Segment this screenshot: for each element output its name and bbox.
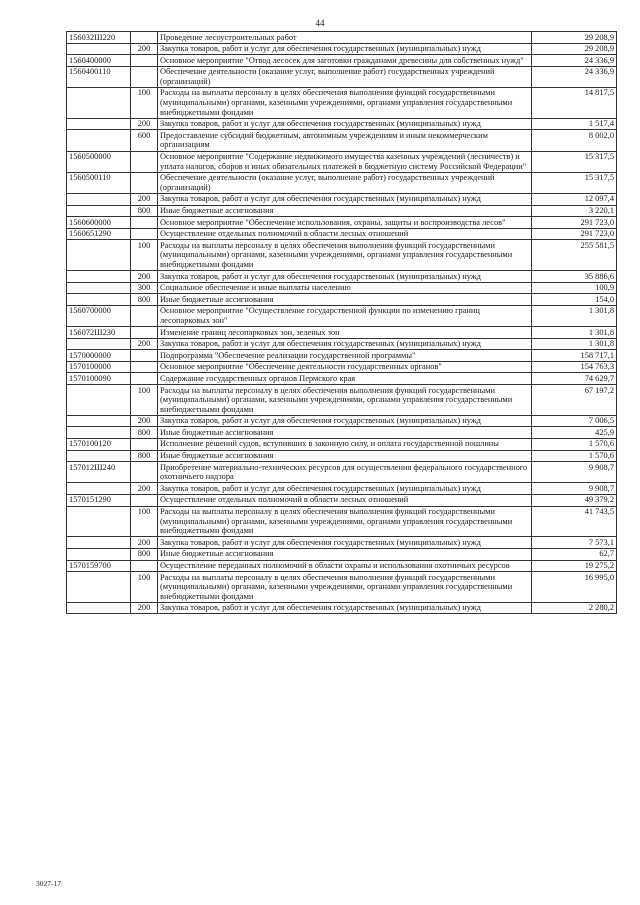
amount: 1 301,8 (532, 327, 617, 339)
expense-type-code: 800 (131, 294, 158, 306)
amount: 3 220,1 (532, 205, 617, 217)
expense-type-code (131, 217, 158, 229)
expense-type-code (131, 32, 158, 44)
table-row (67, 560, 617, 572)
target-article-code: 1560500000 (67, 151, 131, 172)
expense-type-code: 800 (131, 450, 158, 462)
expense-name: Основное мероприятие "Осуществление государственной функции по изменению границ лесопарковых зон" (158, 305, 532, 326)
page-number: 44 (315, 18, 325, 28)
expense-name: Приобретение материально-технических ресурсов для осуществления федерального государственного охотничьего надзора (158, 462, 532, 483)
table-row (67, 483, 617, 495)
expense-type-code: 300 (131, 282, 158, 294)
target-article-code (67, 43, 131, 55)
expense-type-code: 200 (131, 271, 158, 283)
expense-type-code (131, 151, 158, 172)
table-row (67, 282, 617, 294)
expense-name: Основное мероприятие "Обеспечение использования, охраны, защиты и воспроизводства лесов" (158, 217, 532, 229)
target-article-code (67, 130, 131, 151)
expense-type-code: 200 (131, 338, 158, 350)
expense-name: Иные бюджетные ассигнования (158, 450, 532, 462)
expense-name: Иные бюджетные ассигнования (158, 205, 532, 217)
expense-type-code (131, 228, 158, 240)
expense-type-code: 200 (131, 118, 158, 130)
expense-type-code: 100 (131, 506, 158, 537)
target-article-code: 1560400000 (67, 55, 131, 67)
table-row (67, 130, 617, 151)
table-row (67, 373, 617, 385)
amount: 1 517,4 (532, 118, 617, 130)
table-row (67, 271, 617, 283)
target-article-code (67, 427, 131, 439)
target-article-code: 1570100120 (67, 438, 131, 450)
target-article-code (67, 506, 131, 537)
amount: 7 006,5 (532, 415, 617, 427)
expense-type-code (131, 361, 158, 373)
amount: 2 280,2 (532, 602, 617, 614)
amount: 291 723,0 (532, 228, 617, 240)
expense-name: Предоставление субсидий бюджетным, автономным учреждениям и иным некоммерческим организациям (158, 130, 532, 151)
amount: 19 275,2 (532, 560, 617, 572)
amount: 15 317,5 (532, 172, 617, 193)
expense-name: Проведение лесоустроительных работ (158, 32, 532, 44)
amount: 14 817,5 (532, 87, 617, 118)
amount: 100,9 (532, 282, 617, 294)
expense-name: Закупка товаров, работ и услуг для обеспечения государственных (муниципальных) нужд (158, 193, 532, 205)
amount: 62,7 (532, 548, 617, 560)
target-article-code: 1570151290 (67, 494, 131, 506)
table-row (67, 305, 617, 326)
expense-name: Расходы на выплаты персоналу в целях обеспечения выполнения функций государственными (муниципальными) органами, казенными учреждениями, органами управления государственными внебюджетными фондами (158, 240, 532, 271)
table-row (67, 294, 617, 306)
amount: 154 763,3 (532, 361, 617, 373)
table-row (67, 494, 617, 506)
expense-name: Социальное обеспечение и иные выплаты населению (158, 282, 532, 294)
target-article-code (67, 271, 131, 283)
amount: 7 573,1 (532, 537, 617, 549)
table-row (67, 415, 617, 427)
amount: 9 908,7 (532, 483, 617, 495)
table-row (67, 602, 617, 614)
target-article-code: 157012Ш240 (67, 462, 131, 483)
expense-name: Обеспечение деятельности (оказание услуг, выполнение работ) государственных учреждений (организаций) (158, 172, 532, 193)
target-article-code (67, 338, 131, 350)
table-row (67, 32, 617, 44)
target-article-code: 1570100090 (67, 373, 131, 385)
expense-type-code (131, 350, 158, 362)
expense-type-code: 100 (131, 240, 158, 271)
target-article-code: 1570000000 (67, 350, 131, 362)
table-row (67, 537, 617, 549)
target-article-code (67, 537, 131, 549)
amount: 29 208,9 (532, 43, 617, 55)
target-article-code (67, 87, 131, 118)
table-row (67, 205, 617, 217)
target-article-code (67, 240, 131, 271)
table-row (67, 217, 617, 229)
expense-type-code: 100 (131, 572, 158, 603)
budget-table (66, 31, 617, 614)
expense-name: Обеспечение деятельности (оказание услуг, выполнение работ) государственных учреждений (организаций) (158, 66, 532, 87)
target-article-code (67, 450, 131, 462)
table-row (67, 43, 617, 55)
expense-type-code (131, 172, 158, 193)
expense-type-code (131, 560, 158, 572)
table-row (67, 228, 617, 240)
expense-type-code (131, 494, 158, 506)
expense-type-code (131, 327, 158, 339)
expense-name: Иные бюджетные ассигнования (158, 427, 532, 439)
target-article-code (67, 415, 131, 427)
expense-name: Подпрограмма "Обеспечение реализации государственной программы" (158, 350, 532, 362)
table-row (67, 193, 617, 205)
expense-type-code: 200 (131, 537, 158, 549)
expense-name: Основное мероприятие "Отвод лесосек для заготовки гражданами древесины для собственных нужд" (158, 55, 532, 67)
expense-name: Расходы на выплаты персоналу в целях обеспечения выполнения функций государственными (муниципальными) органами, казенными учреждениями, органами управления государственными внебюджетными фондами (158, 87, 532, 118)
table-row (67, 385, 617, 416)
expense-name: Закупка товаров, работ и услуг для обеспечения государственных (муниципальных) нужд (158, 118, 532, 130)
table-row (67, 450, 617, 462)
amount: 158 717,1 (532, 350, 617, 362)
expense-type-code: 100 (131, 87, 158, 118)
target-article-code: 1560700000 (67, 305, 131, 326)
expense-name: Содержание государственных органов Пермского края (158, 373, 532, 385)
table-row (67, 55, 617, 67)
expense-type-code (131, 55, 158, 67)
expense-name: Осуществление отдельных полномочий в области лесных отношений (158, 228, 532, 240)
table-row (67, 338, 617, 350)
table-row (67, 327, 617, 339)
target-article-code (67, 193, 131, 205)
amount: 24 336,9 (532, 66, 617, 87)
expense-type-code (131, 373, 158, 385)
amount: 41 743,5 (532, 506, 617, 537)
amount: 8 002,0 (532, 130, 617, 151)
table-row (67, 462, 617, 483)
target-article-code: 1560600000 (67, 217, 131, 229)
expense-name: Закупка товаров, работ и услуг для обеспечения государственных (муниципальных) нужд (158, 271, 532, 283)
expense-type-code: 200 (131, 193, 158, 205)
expense-type-code (131, 462, 158, 483)
amount: 49 379,2 (532, 494, 617, 506)
amount: 12 097,4 (532, 193, 617, 205)
amount: 1 301,8 (532, 305, 617, 326)
target-article-code (67, 118, 131, 130)
expense-type-code: 800 (131, 548, 158, 560)
table-row (67, 87, 617, 118)
amount: 9 908,7 (532, 462, 617, 483)
amount: 1 570,6 (532, 438, 617, 450)
expense-name: Закупка товаров, работ и услуг для обеспечения государственных (муниципальных) нужд (158, 415, 532, 427)
expense-name: Расходы на выплаты персоналу в целях обеспечения выполнения функций государственными (муниципальными) органами, казенными учреждениями, органами управления государственными внебюджетными фондами (158, 506, 532, 537)
amount: 67 197,2 (532, 385, 617, 416)
target-article-code: 1570159700 (67, 560, 131, 572)
expense-type-code: 800 (131, 427, 158, 439)
amount: 29 208,9 (532, 32, 617, 44)
amount: 291 723,0 (532, 217, 617, 229)
budget-table-body (67, 32, 617, 614)
expense-name: Закупка товаров, работ и услуг для обеспечения государственных (муниципальных) нужд (158, 483, 532, 495)
expense-name: Иные бюджетные ассигнования (158, 548, 532, 560)
target-article-code (67, 572, 131, 603)
table-row (67, 151, 617, 172)
expense-type-code: 200 (131, 483, 158, 495)
expense-name: Расходы на выплаты персоналу в целях обеспечения выполнения функций государственными (муниципальными) органами, казенными учреждениями, органами управления государственными внебюджетными фондами (158, 385, 532, 416)
expense-type-code: 100 (131, 385, 158, 416)
table-row (67, 350, 617, 362)
expense-type-code: 800 (131, 205, 158, 217)
expense-name: Основное мероприятие "Обеспечение деятельности государственных органов" (158, 361, 532, 373)
table-row (67, 506, 617, 537)
expense-name: Основное мероприятие "Содержание недвижимого имущества казенных учреждений (лесничеств) и уплата налогов, сборов и иных обязательных платежей в бюджетную систему Российской Федерации" (158, 151, 532, 172)
table-row (67, 172, 617, 193)
expense-type-code (131, 305, 158, 326)
expense-name: Закупка товаров, работ и услуг для обеспечения государственных (муниципальных) нужд (158, 338, 532, 350)
target-article-code (67, 548, 131, 560)
amount: 16 995,0 (532, 572, 617, 603)
target-article-code: 1570100000 (67, 361, 131, 373)
expense-name: Исполнение решений судов, вступивших в законную силу, и оплата государственной пошлины (158, 438, 532, 450)
expense-name: Расходы на выплаты персоналу в целях обеспечения выполнения функций государственными (муниципальными) органами, казенными учреждениями, органами управления государственными внебюджетными фондами (158, 572, 532, 603)
table-row (67, 240, 617, 271)
expense-type-code: 600 (131, 130, 158, 151)
table-row (67, 361, 617, 373)
target-article-code (67, 602, 131, 614)
expense-type-code: 200 (131, 415, 158, 427)
amount: 425,9 (532, 427, 617, 439)
expense-name: Закупка товаров, работ и услуг для обеспечения государственных (муниципальных) нужд (158, 43, 532, 55)
expense-type-code: 200 (131, 602, 158, 614)
expense-name: Осуществление отдельных полномочий в области лесных отношений (158, 494, 532, 506)
amount: 24 336,9 (532, 55, 617, 67)
amount: 255 581,5 (532, 240, 617, 271)
table-row (67, 118, 617, 130)
target-article-code: 156072Ш230 (67, 327, 131, 339)
expense-type-code: 200 (131, 43, 158, 55)
table-row (67, 548, 617, 560)
target-article-code (67, 282, 131, 294)
amount: 35 886,6 (532, 271, 617, 283)
target-article-code: 1560500110 (67, 172, 131, 193)
target-article-code (67, 294, 131, 306)
table-row (67, 66, 617, 87)
expense-name: Закупка товаров, работ и услуг для обеспечения государственных (муниципальных) нужд (158, 602, 532, 614)
table-row (67, 427, 617, 439)
target-article-code: 1560651290 (67, 228, 131, 240)
table-row (67, 572, 617, 603)
document-footer-code: 3027-17 (36, 879, 61, 888)
target-article-code: 156032Ш220 (67, 32, 131, 44)
expense-type-code (131, 66, 158, 87)
expense-name: Иные бюджетные ассигнования (158, 294, 532, 306)
target-article-code (67, 205, 131, 217)
target-article-code (67, 483, 131, 495)
target-article-code (67, 385, 131, 416)
expense-type-code (131, 438, 158, 450)
amount: 1 570,6 (532, 450, 617, 462)
expense-name: Осуществление переданных полномочий в области охраны и использования охотничьих ресурсов (158, 560, 532, 572)
expense-name: Изменение границ лесопарковых зон, зеленых зон (158, 327, 532, 339)
amount: 15 317,5 (532, 151, 617, 172)
amount: 154,0 (532, 294, 617, 306)
table-row (67, 438, 617, 450)
amount: 1 301,8 (532, 338, 617, 350)
target-article-code: 1560400110 (67, 66, 131, 87)
expense-name: Закупка товаров, работ и услуг для обеспечения государственных (муниципальных) нужд (158, 537, 532, 549)
amount: 74 629,7 (532, 373, 617, 385)
